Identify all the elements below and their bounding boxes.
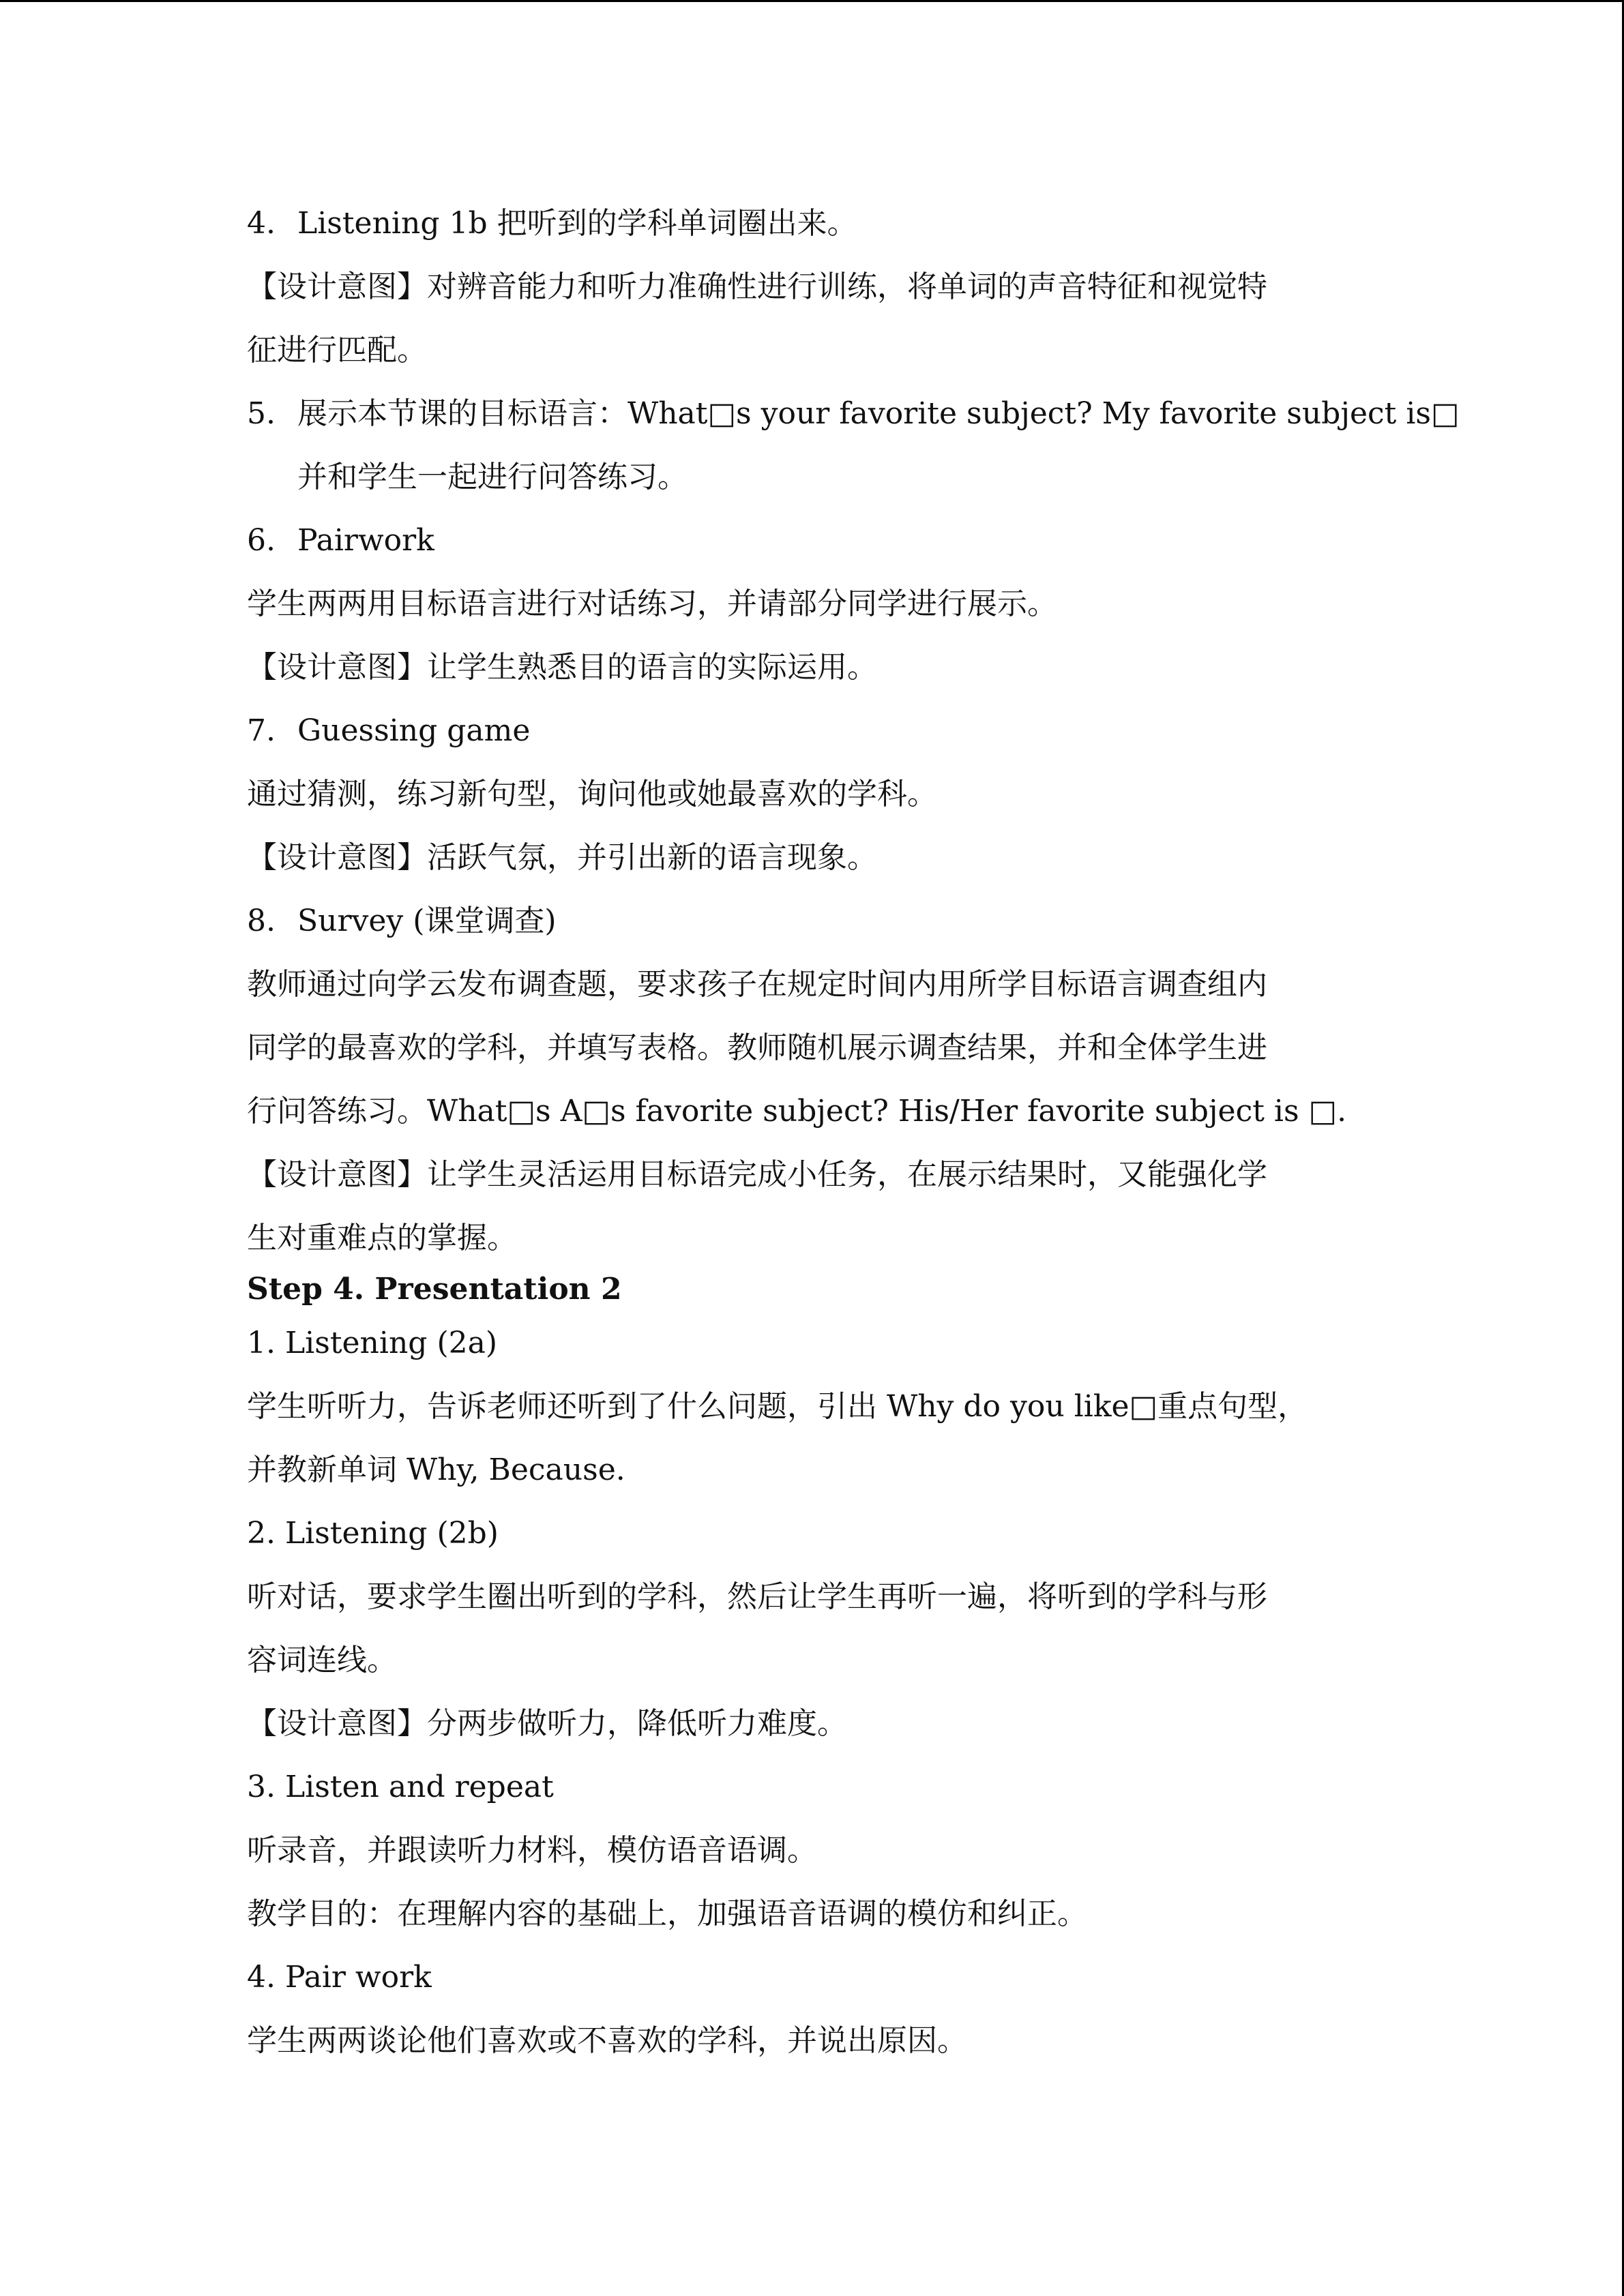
text-line [247, 585, 1057, 623]
line-text: 同学的最喜欢的学科，并填写表格。教师随机展示调查结果，并和全体学生进 [247, 1030, 1267, 1065]
line-text: Listening 1b 把听到的学科单词圈出来。 [297, 206, 857, 241]
line-text: 2. Listening (2b) [247, 1516, 499, 1551]
line-text: 展示本节课的目标语言：What□s your favorite subject? My favorite subject is□ [297, 396, 1460, 431]
text-line [247, 902, 557, 940]
text-line [297, 458, 688, 496]
line-text: Pairwork [297, 523, 434, 558]
text-line [247, 1832, 817, 1869]
line-text: 【设计意图】活跃气氛，并引出新的语言现象。 [247, 840, 877, 875]
line-text: 【设计意图】让学生灵活运用目标语完成小任务，在展示结果时，又能强化学 [247, 1157, 1267, 1192]
line-text: 并教新单词 Why, Because. [247, 1452, 625, 1487]
text-line [247, 205, 857, 242]
line-text: 并和学生一起进行问答练习。 [297, 460, 688, 494]
text-line [247, 1451, 625, 1489]
line-text: 学生两两用目标语言进行对话练习，并请部分同学进行展示。 [247, 586, 1057, 621]
text-line [247, 268, 1267, 305]
line-text: 教学目的：在理解内容的基础上，加强语音语调的模仿和纠正。 [247, 1896, 1087, 1931]
line-text: 3. Listen and repeat [247, 1770, 554, 1804]
list-number: 4. [247, 206, 276, 241]
line-text: 【设计意图】让学生熟悉目的语言的实际运用。 [247, 650, 877, 685]
text-line [247, 966, 1267, 1003]
line-text: 容词连线。 [247, 1643, 397, 1678]
text-line [247, 839, 877, 876]
text-line [247, 648, 877, 686]
text-line [247, 1641, 397, 1679]
text-line [247, 2022, 967, 2059]
line-text: 学生两两谈论他们喜欢或不喜欢的学科，并说出原因。 [247, 2023, 967, 2058]
text-line [247, 1029, 1267, 1067]
text-line [247, 1219, 517, 1257]
line-text: 学生听听力，告诉老师还听到了什么问题，引出 Why do you like□重点句型， [247, 1389, 1308, 1424]
text-line [247, 1388, 1308, 1425]
text-line [247, 1156, 1267, 1193]
text-line [247, 1705, 847, 1742]
line-text: Guessing game [297, 713, 531, 748]
line-text: 4. Pair work [247, 1960, 432, 1995]
line-text: 生对重难点的掌握。 [247, 1221, 517, 1255]
page-border-top [0, 0, 1624, 2]
text-line [247, 1958, 432, 1996]
section-heading [247, 1270, 622, 1308]
text-line [247, 1895, 1087, 1933]
text-line [247, 1578, 1267, 1615]
text-line [247, 395, 1460, 432]
line-text: 听对话，要求学生圈出听到的学科，然后让学生再听一遍，将听到的学科与形 [247, 1579, 1267, 1614]
list-number: 7. [247, 713, 276, 748]
text-line [247, 331, 427, 369]
list-number: 8. [247, 904, 276, 938]
line-text: 听录音，并跟读听力材料，模仿语音语调。 [247, 1833, 817, 1868]
text-line [247, 1324, 497, 1362]
text-line [247, 775, 937, 813]
text-line [247, 1768, 554, 1806]
line-text: 通过猜测，练习新句型，询问他或她最喜欢的学科。 [247, 777, 937, 811]
text-line [247, 712, 530, 749]
line-text: 【设计意图】分两步做听力，降低听力难度。 [247, 1706, 847, 1741]
line-text: Step 4. Presentation 2 [247, 1272, 622, 1307]
text-line [247, 1092, 1346, 1130]
list-number: 6. [247, 523, 276, 558]
line-text: 行问答练习。What□s A□s favorite subject? His/Her favorite subject is □. [247, 1094, 1347, 1129]
text-line [247, 1515, 499, 1552]
line-text: 1. Listening (2a) [247, 1326, 498, 1360]
line-text: 教师通过向学云发布调查题，要求孩子在规定时间内用所学目标语言调查组内 [247, 967, 1267, 1002]
line-text: 【设计意图】对辨音能力和听力准确性进行训练，将单词的声音特征和视觉特 [247, 269, 1267, 304]
line-text: 征进行匹配。 [247, 333, 427, 368]
text-line [247, 522, 434, 559]
line-text: Survey (课堂调查) [297, 904, 557, 938]
list-number: 5. [247, 396, 276, 431]
